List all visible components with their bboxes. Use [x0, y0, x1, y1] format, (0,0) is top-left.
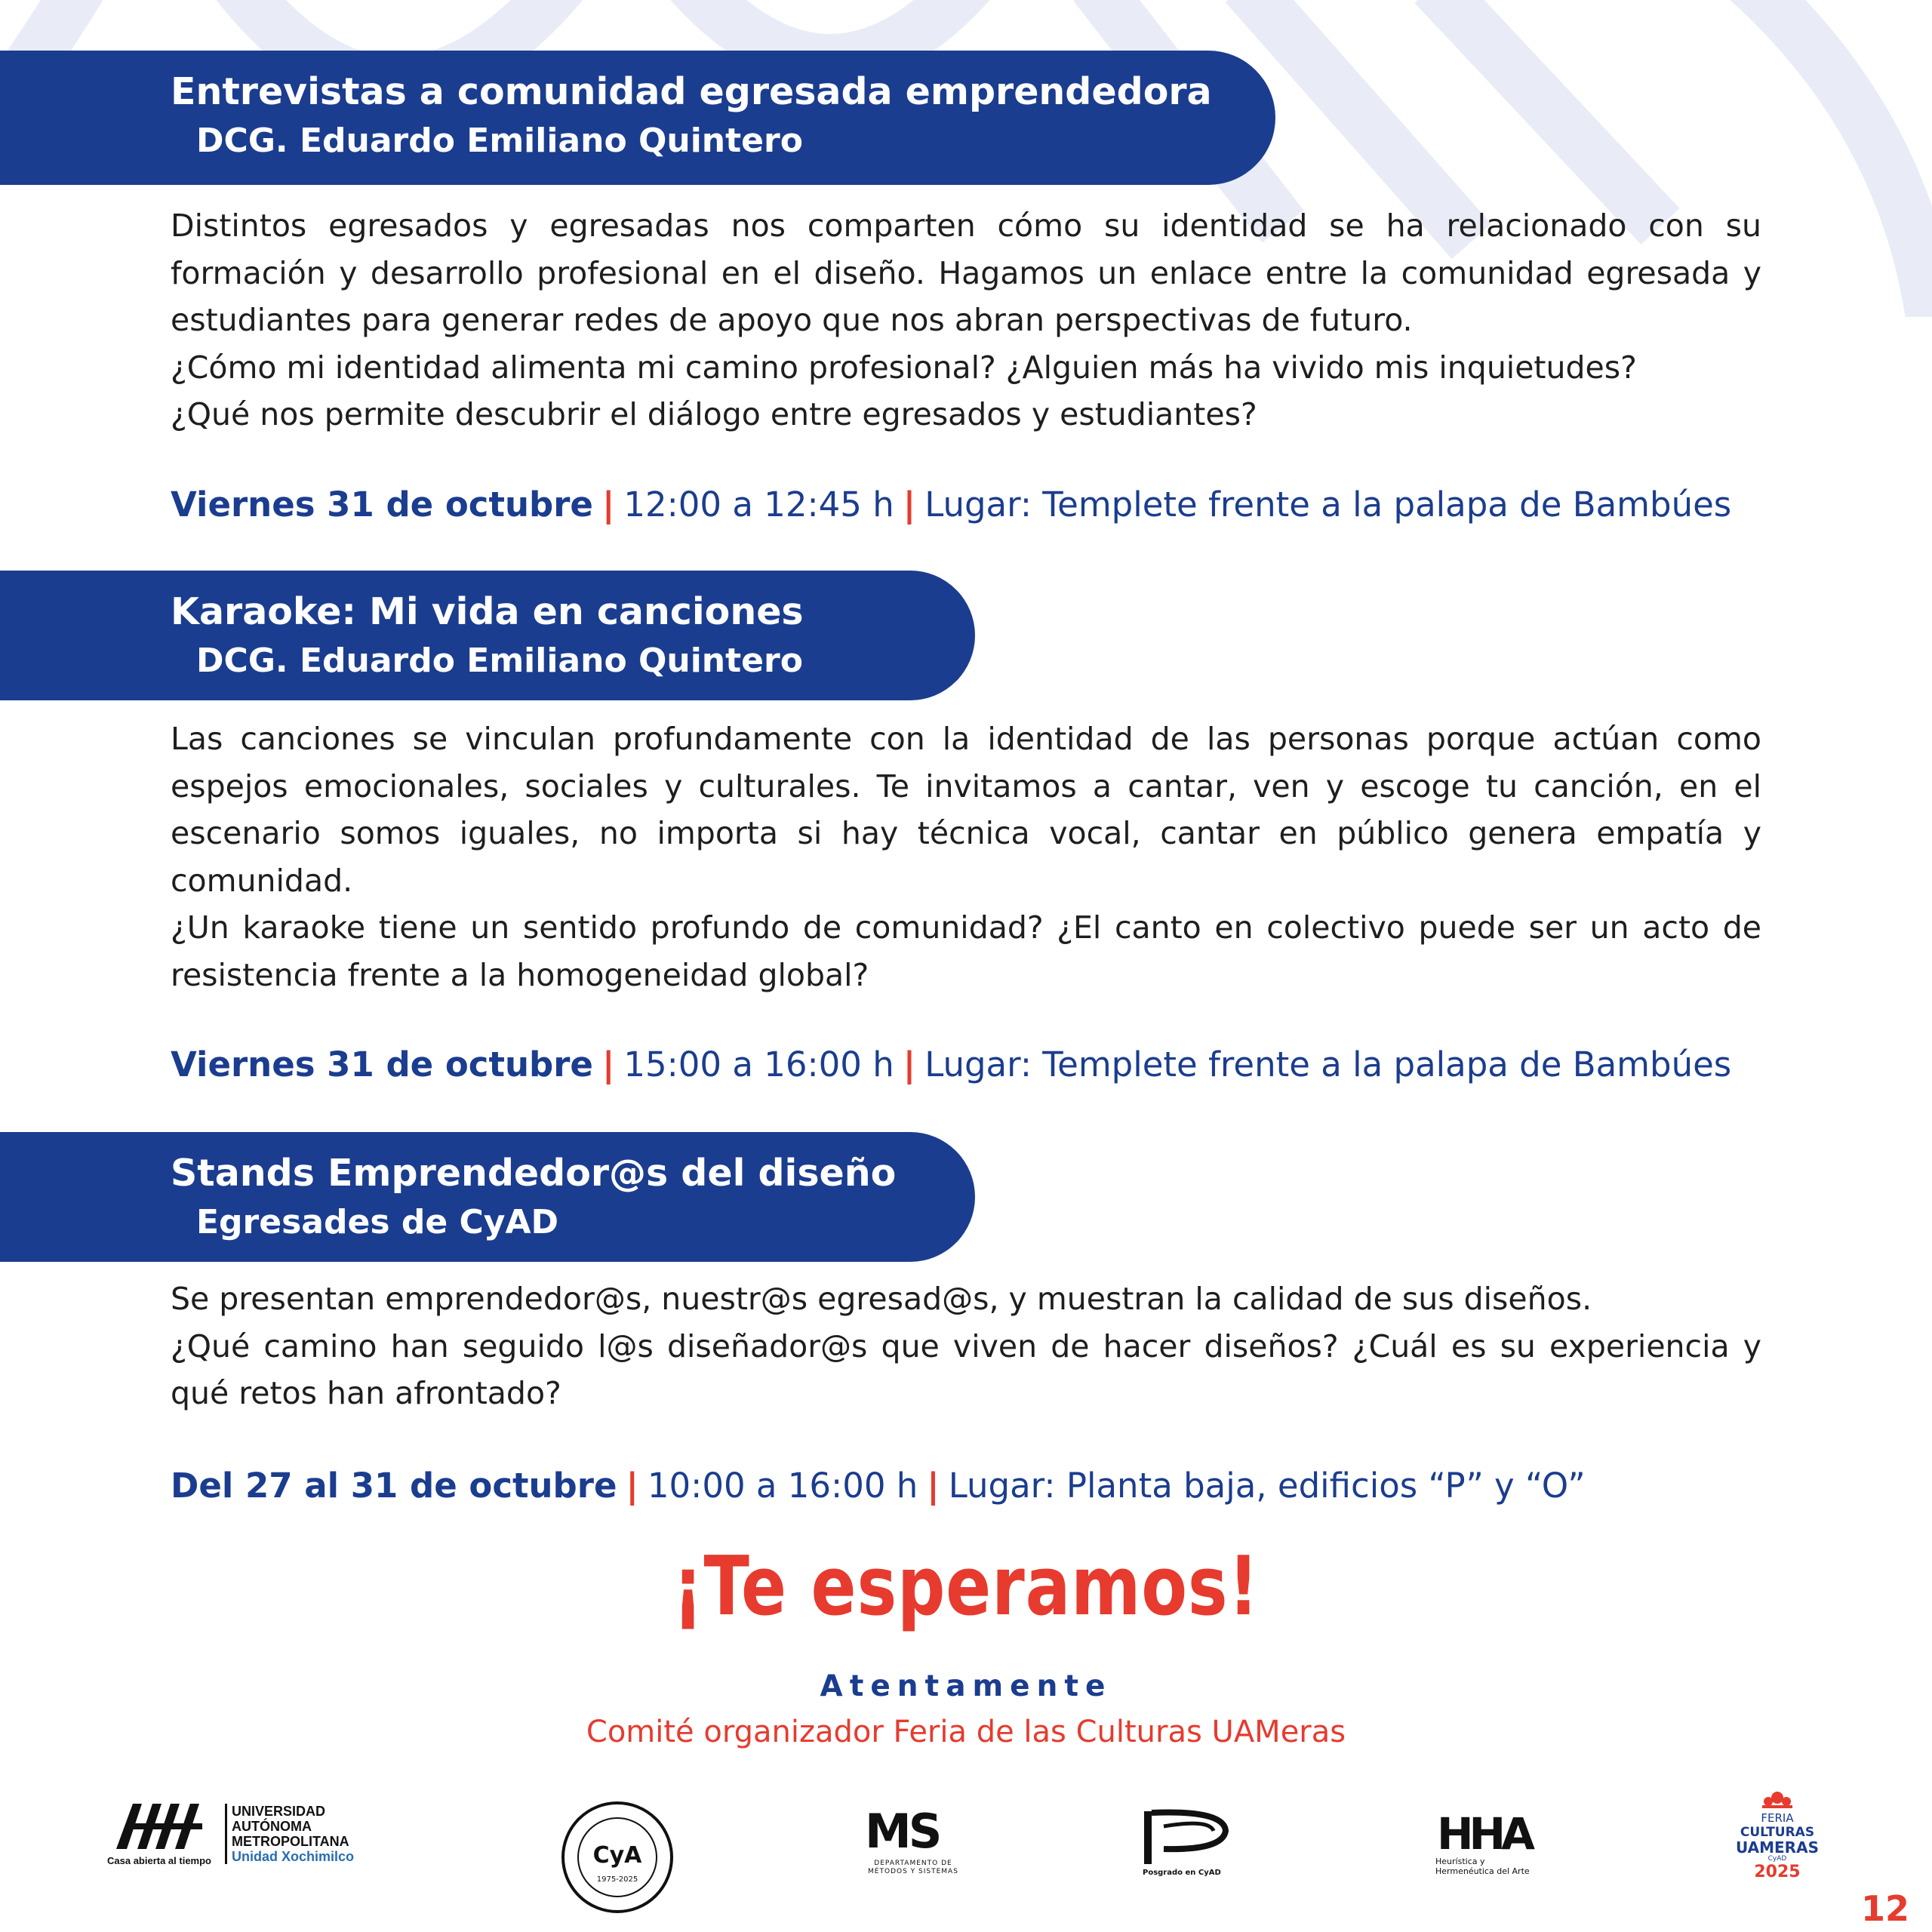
uam-unit: Unidad Xochimilco — [232, 1849, 355, 1864]
ms-mark: MS — [865, 1804, 940, 1859]
separator: | — [903, 485, 916, 525]
event-2-title: Karaoke: Mi vida en canciones — [171, 590, 804, 633]
metodos-sistemas-logo — [860, 1804, 966, 1887]
feria-line: UAMERAS — [1736, 1838, 1819, 1857]
event-1-title: Entrevistas a comunidad egresada emprendedora — [171, 70, 1212, 113]
cyad-years: 1975-2025 — [596, 1875, 638, 1884]
event-3-schedule — [171, 1466, 1586, 1506]
event-2-question: ¿Un karaoke tiene un sentido profundo de comunidad? ¿El canto en colectivo puede ser un acto de resistencia frente a la homogeneidad global? — [171, 909, 1761, 993]
event-3-description — [171, 1275, 1761, 1417]
uam-mark-icon — [116, 1804, 214, 1850]
separator: | — [601, 1044, 615, 1084]
event-1-header — [0, 51, 1275, 185]
event-1-place: Lugar: Templete frente a la palapa de Bambúes — [924, 485, 1732, 525]
feria-culturas-logo — [1728, 1789, 1826, 1894]
event-1-question: ¿Cómo mi identidad alimenta mi camino profesional? ¿Alguien más ha vivido mis inquietudes? — [171, 349, 1637, 386]
event-1-question: ¿Qué nos permite descubrir el diálogo entre egresados y estudiantes? — [171, 396, 1257, 432]
event-1-paragraph: Distintos egresados y egresadas nos comparten cómo su identidad se ha relacionado con su formación y desarrollo profesional en el diseño. Hagamos un enlace entre la comunidad egresada y estudiantes para generar redes de apoyo que nos abran perspectivas de futuro. — [171, 208, 1761, 338]
uam-tagline: Casa abierta al tiempo — [107, 1855, 211, 1866]
closing-headline: ¡Te esperamos! — [672, 1540, 1260, 1634]
ms-caption-line: MÉTODOS Y SISTEMAS — [868, 1868, 958, 1875]
uam-name-line: AUTÓNOMA — [232, 1819, 312, 1834]
hha-caption-line: Hermenéutica del Arte — [1435, 1866, 1530, 1876]
event-3-question: ¿Qué camino han seguido l@s diseñador@s que viven de hacer diseños? ¿Cuál es su experiencia y qué retos han afrontado? — [171, 1327, 1761, 1411]
event-2-schedule — [171, 1044, 1731, 1084]
event-3-time: 10:00 a 16:00 h — [647, 1466, 918, 1506]
event-2-presenter: DCG. Eduardo Emiliano Quintero — [196, 641, 803, 680]
uam-name — [225, 1804, 354, 1864]
hha-caption-line: Heurística y — [1435, 1857, 1485, 1866]
event-3-place: Lugar: Planta baja, edificios “P” y “O” — [948, 1466, 1586, 1506]
flower-icon — [1728, 1789, 1826, 1811]
posgrado-caption: Posgrado en CyAD — [1143, 1869, 1221, 1877]
event-3-header — [0, 1132, 975, 1262]
separator: | — [601, 485, 615, 525]
event-2-date: Viernes 31 de octubre — [171, 1044, 593, 1084]
event-3-presenter: Egresades de CyAD — [196, 1203, 559, 1241]
feria-line: FERIA — [1761, 1811, 1794, 1825]
event-2-header — [0, 571, 975, 700]
event-1-description — [171, 202, 1761, 438]
event-2-description — [171, 715, 1761, 998]
posgrado-logo — [1141, 1808, 1232, 1876]
separator: | — [626, 1466, 638, 1506]
event-3-title: Stands Emprendedor@s del diseño — [171, 1152, 897, 1195]
event-3-paragraph: Se presentan emprendedor@s, nuestr@s egresad@s, y muestran la calidad de sus diseños. — [171, 1281, 1592, 1317]
separator: | — [927, 1466, 940, 1506]
hha-mark: HHA — [1437, 1808, 1531, 1860]
event-2-time: 15:00 a 16:00 h — [623, 1044, 894, 1084]
posgrado-mark-icon — [1141, 1808, 1232, 1866]
uam-name-line: UNIVERSIDAD — [232, 1804, 326, 1819]
hha-caption — [1435, 1857, 1530, 1876]
signoff: Atentamente — [820, 1669, 1112, 1703]
uam-logo — [107, 1802, 371, 1885]
event-3-date: Del 27 al 31 de octubre — [171, 1466, 617, 1506]
separator: | — [903, 1044, 916, 1084]
ms-caption-line: DEPARTAMENTO DE — [874, 1860, 952, 1867]
uam-name-line: METROPOLITANA — [232, 1834, 349, 1849]
organizing-committee: Comité organizador Feria de las Culturas UAMeras — [586, 1715, 1346, 1749]
feria-line: CyAD — [1767, 1855, 1787, 1863]
hha-logo — [1434, 1808, 1547, 1876]
event-1-schedule — [171, 485, 1731, 525]
event-2-place: Lugar: Templete frente a la palapa de Bambúes — [924, 1044, 1732, 1084]
cyad-anniversary-logo — [560, 1800, 675, 1915]
ms-caption — [860, 1860, 966, 1876]
event-2-paragraph: Las canciones se vinculan profundamente con la identidad de las personas porque actúan como espejos emocionales, sociales y culturales. Te invitamos a cantar, ven y escoge tu canción, en el escenario somos iguales, no importa si hay técnica vocal, cantar en público genera empatía y comunidad. — [171, 721, 1761, 899]
event-1-date: Viernes 31 de octubre — [171, 485, 593, 525]
cyad-text: CyA — [592, 1842, 642, 1869]
page-number: 12 — [1861, 1888, 1910, 1929]
feria-line: CULTURAS — [1740, 1825, 1815, 1840]
event-1-presenter: DCG. Eduardo Emiliano Quintero — [196, 122, 803, 160]
feria-year: 2025 — [1754, 1863, 1801, 1881]
event-1-time: 12:00 a 12:45 h — [623, 485, 894, 525]
